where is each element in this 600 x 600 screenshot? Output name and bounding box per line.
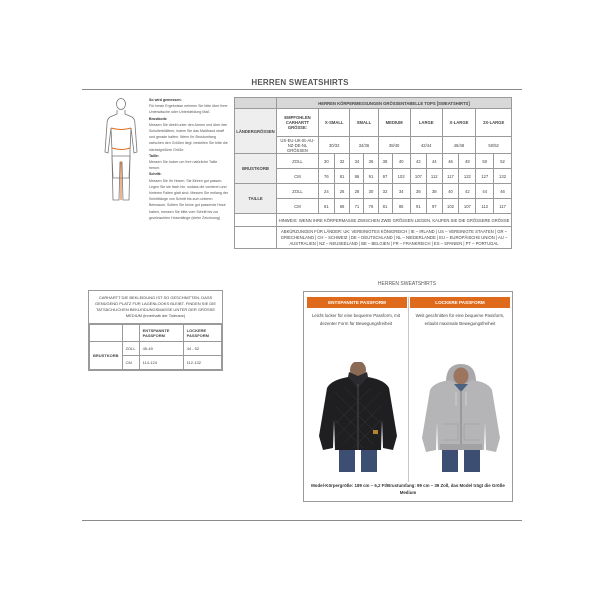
- chest-inch-value: 44: [426, 154, 442, 169]
- waist-cm-value: 86: [392, 199, 410, 214]
- instruction-heading: Taille:: [149, 153, 160, 158]
- fit-measurement-box: [88, 290, 223, 371]
- waist-cm-value: 61: [319, 199, 335, 214]
- instruction-heading: So wird gemessen:: [149, 98, 182, 102]
- measuring-instructions: [149, 97, 229, 221]
- relaxed-cm-value: 114-124: [139, 356, 183, 370]
- note-spacer: [235, 214, 277, 227]
- quilted-black-jacket-icon: [313, 362, 403, 474]
- waist-inch-value: 34: [392, 184, 410, 199]
- fit-section-title: HERREN SWEATSHIRTS: [377, 281, 437, 287]
- instruction-text: Messen Sie direkt unter den Armen und über den Schulterblättern, indem Sie das Maßband straff und gerade halten. Wenn Ihr Brustumfang zwischen den Größen liegt, bestellen Sie bitte die nächstgrößere Größe.: [149, 122, 228, 152]
- chest-cm-value: 112: [426, 169, 442, 184]
- waist-cm-value: 91: [410, 199, 426, 214]
- unit-inch: ZOLL: [277, 184, 319, 199]
- waist-cm-value: 112: [476, 199, 494, 214]
- unit-inch: ZOLL: [122, 342, 139, 356]
- loose-inch-value: 44 - 52: [183, 342, 221, 356]
- waist-inch-value: 28: [350, 184, 364, 199]
- instruction-text: Für beste Ergebnisse nehmen Sie bitte über Ihrer Unterwäsche oder Unterkleidung Maß: [149, 104, 228, 115]
- chest-cm-value: 117: [442, 169, 459, 184]
- body-measurement-figure-icon: [100, 96, 142, 208]
- fit-divider: [408, 297, 409, 482]
- eu-size-value: 34/36: [350, 137, 378, 154]
- instruction-text: Messen Sie locker um Ihre natürliche Taille herum.: [149, 160, 218, 171]
- chest-cm-value: 81: [334, 169, 350, 184]
- waist-inch-value: 42: [459, 184, 476, 199]
- chest-cm-value: 86: [350, 169, 364, 184]
- col-loose-fit: LOCKERE PASSFORM: [183, 325, 221, 342]
- chest-inch-value: 52: [494, 154, 512, 169]
- relaxed-fit-description: Leicht locker für eine bequeme Passform, mit dezenter Form für Bewegungsfreiheit: [311, 313, 401, 326]
- unit-inch: ZOLL: [277, 154, 319, 169]
- waist-cm-value: 76: [364, 199, 378, 214]
- eu-size-value: 38/40: [378, 137, 410, 154]
- relaxed-inch-value: 45-49: [139, 342, 183, 356]
- waist-cm-value: 102: [442, 199, 459, 214]
- waist-inch-value: 44: [476, 184, 494, 199]
- header-divider: [82, 89, 522, 90]
- chest-inch-value: 36: [364, 154, 378, 169]
- eu-size-label: US-EU-UK-IE-AU-NZ-DE-NL GRÖSSEN: [277, 137, 319, 154]
- chest-inch-value: 50: [476, 154, 494, 169]
- waist-inch-value: 32: [378, 184, 392, 199]
- waist-inch-value: 30: [364, 184, 378, 199]
- fit-measurement-note: CARHARTT DIE BEKLEIDUNG IST SO GESCHNITTEN, DASS GENÜGEND PLATZ FÜR LAGENLOOKS BLEIBT. FINDEN SIE DIE TATSÄCHLICHEN BEKLEIDUNGSMASSE UNTER DER GRÖSSE MEDIUM (innerhalb der Toleranz): [89, 291, 222, 324]
- recommended-size-label: EMPFOHLEN CARHARTT GRÖSSE:: [277, 109, 319, 137]
- loose-fit-header: LOCKERE PASSFORM: [410, 297, 510, 308]
- chest-inch-value: 30: [319, 154, 335, 169]
- waist-cm-value: 81: [378, 199, 392, 214]
- chest-inch-value: 46: [442, 154, 459, 169]
- waist-inch-value: 46: [494, 184, 512, 199]
- gray-zip-hoodie-icon: [416, 362, 506, 474]
- waist-cm-value: 97: [426, 199, 442, 214]
- chest-inch-value: 42: [410, 154, 426, 169]
- waist-label: TAILLE: [235, 184, 277, 214]
- chest-cm-value: 91: [364, 169, 378, 184]
- size-header-2xl: 2X-LARGE: [476, 109, 512, 137]
- fit-measurement-table: [89, 324, 222, 370]
- chest-cm-value: 76: [319, 169, 335, 184]
- waist-inch-value: 36: [410, 184, 426, 199]
- fit-row-chest-label: BRUSTKORB: [90, 342, 123, 370]
- eu-size-value: 46/48: [442, 137, 476, 154]
- chest-label: BRUSTKORB: [235, 154, 277, 184]
- instruction-heading: Brustkorb:: [149, 116, 168, 121]
- waist-cm-value: 107: [459, 199, 476, 214]
- country-abbreviations: ABKÜRZUNGEN FÜR LÄNDER: UK: VEREINIGTES KÖNIGREICH | IE – IRLAND | US – VEREINIGTE STAATEN | GR – GRIECHENLAND | CH – SCHWEIZ | DE – DEUTSCHLAND | NL – NIEDERLANDE | EU – EUROPÄISCHE UNION | AU – AUSTRALIEN | NZ – NEUSEELAND | BE – BELGIEN | FR – FRANKREICH | ES – SPANIEN | PT – PORTUGAL: [277, 227, 512, 249]
- footer-divider: [82, 520, 522, 521]
- loose-cm-value: 112-132: [183, 356, 221, 370]
- size-table-title: HERREN KÖRPERMESSUNGEN GRÖSSENTABELLE TOPS [SWEATSHIRTS]: [277, 98, 512, 109]
- fit-table-corner: [90, 325, 123, 342]
- fit-table-corner: [122, 325, 139, 342]
- chest-cm-value: 97: [378, 169, 392, 184]
- eu-size-value: 50/52: [476, 137, 512, 154]
- chest-inch-value: 48: [459, 154, 476, 169]
- col-relaxed-fit: ENTSPANNTE PASSFORM: [139, 325, 183, 342]
- chest-cm-value: 127: [476, 169, 494, 184]
- chest-inch-value: 38: [378, 154, 392, 169]
- waist-inch-value: 26: [334, 184, 350, 199]
- size-header-l: LARGE: [410, 109, 442, 137]
- waist-inch-value: 38: [426, 184, 442, 199]
- abbr-spacer: [235, 227, 277, 249]
- chest-cm-value: 122: [459, 169, 476, 184]
- eu-size-value: 30/32: [319, 137, 350, 154]
- waist-cm-value: 66: [334, 199, 350, 214]
- country-sizes-label: LÄNDERGRÖSSEN: [235, 109, 277, 154]
- loose-fit-description: Weit geschnitten für eine bequeme Passform, erlaubt maximale Bewegungsfreiheit: [415, 313, 505, 326]
- waist-cm-value: 117: [494, 199, 512, 214]
- instruction-text: Messen Sie Ihr Hosen. Sie führen gut passen. Legen Sie sie flach hin, sodass die vorderen und hinteren Falten glatt sind. Messen Sie entlang der Schrittlänge von Schritt bis zum unteren Beinsaum. Sollten Sie keine gut passende Hose haben, messen Sie bitte vom Schritt bis zur gewünschten Hosenlänge (siehe Zeichnung): [149, 178, 229, 220]
- page-title: HERREN SWEATSHIRTS: [251, 78, 349, 87]
- unit-cm: CM: [277, 199, 319, 214]
- unit-cm: CM: [277, 169, 319, 184]
- waist-cm-value: 71: [350, 199, 364, 214]
- size-header-m: MEDIUM: [378, 109, 410, 137]
- size-chart-table: [234, 97, 512, 249]
- size-header-xl: X-LARGE: [442, 109, 476, 137]
- eu-size-value: 42/44: [410, 137, 442, 154]
- chest-inch-value: 40: [392, 154, 410, 169]
- unit-cm: CM: [122, 356, 139, 370]
- model-size-note: Model-Körpergröße: 189 cm – 6,2 Ft/Brustumfang: 99 cm – 39 Zoll, das Model trägt die Größe Medium: [311, 483, 505, 495]
- chest-inch-value: 32: [334, 154, 350, 169]
- chest-cm-value: 102: [392, 169, 410, 184]
- waist-inch-value: 24: [319, 184, 335, 199]
- chest-cm-value: 132: [494, 169, 512, 184]
- size-header-s: SMALL: [350, 109, 378, 137]
- waist-inch-value: 40: [442, 184, 459, 199]
- chest-inch-value: 34: [350, 154, 364, 169]
- size-table-spacer: [235, 98, 277, 109]
- instruction-heading: Schritt:: [149, 172, 162, 177]
- size-header-xs: X-SMALL: [319, 109, 350, 137]
- relaxed-fit-header: ENTSPANNTE PASSFORM: [307, 297, 407, 308]
- size-note: HINWEIS: WENN IHRE KÖRPERMASSE ZWISCHEN ZWEI GRÖSSEN LIEGEN, KAUFEN SIE DIE GRÖSSERE GRÖSSE: [277, 214, 512, 227]
- chest-cm-value: 107: [410, 169, 426, 184]
